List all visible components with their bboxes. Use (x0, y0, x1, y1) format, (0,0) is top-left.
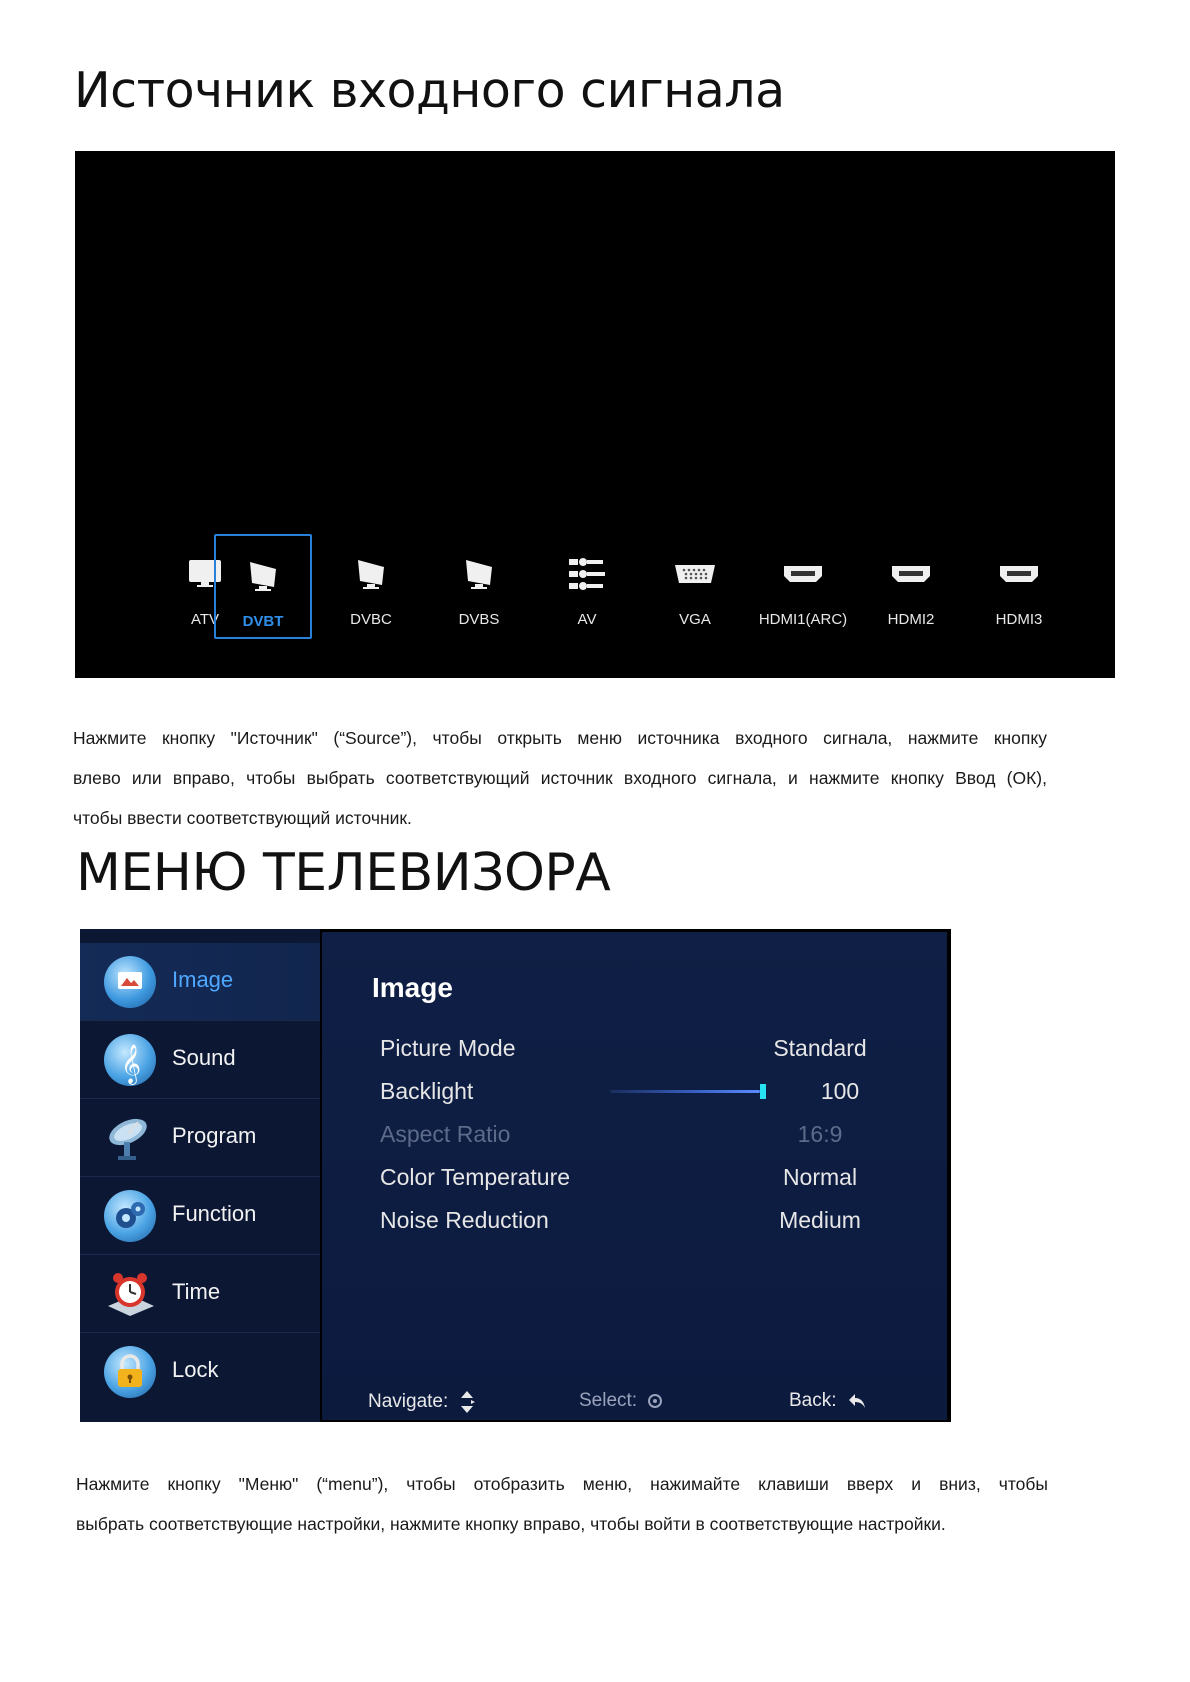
hdmi-icon (754, 556, 852, 592)
menu-row-value: Normal (782, 1164, 858, 1190)
paragraph-line: выбрать соответствующие настройки, нажмите кнопку вправо, чтобы войти в соответствующие настройки. (76, 1514, 946, 1534)
menu-row-value: 100 (820, 1078, 860, 1104)
sidebar-item-label: Image (172, 967, 234, 992)
hdmi-icon (862, 556, 960, 592)
section-title-input-source: Источник входного сигнала (74, 62, 785, 119)
sidebar-item-function[interactable] (80, 1177, 320, 1255)
tilted-tv-icon (216, 558, 310, 594)
ok-circle-icon (647, 1393, 663, 1409)
section-title-tv-menu: МЕНЮ ТЕЛЕВИЗОРА (76, 843, 611, 903)
menu-row-label: Noise Reduction (380, 1207, 549, 1233)
menu-row-value: 16:9 (797, 1121, 843, 1147)
menu-row-label: Color Temperature (380, 1164, 571, 1190)
satellite-dish-icon (104, 1112, 156, 1164)
source-label: DVBC (350, 611, 392, 628)
source-label: DVBT (242, 613, 284, 630)
source-av[interactable] (538, 534, 636, 639)
image-icon (104, 956, 156, 1008)
menu-row-label: Backlight (380, 1078, 474, 1104)
sidebar-item-label: Time (172, 1279, 221, 1304)
footer-navigate-label: Navigate: (368, 1391, 449, 1412)
tilted-tv-icon (322, 556, 420, 592)
sidebar-item-program[interactable] (80, 1099, 320, 1177)
back-arrow-icon (847, 1392, 867, 1410)
source-label: HDMI3 (995, 611, 1043, 628)
rca-connector-icon (538, 556, 636, 592)
menu-row-value: Standard (773, 1035, 867, 1061)
source-instructions-paragraph (73, 718, 1047, 838)
footer-select-label: Select: (579, 1390, 638, 1411)
source-label: DVBS (458, 611, 500, 628)
paragraph-line: чтобы ввести соответствующий источник. (73, 808, 412, 828)
sidebar-item-image[interactable] (80, 943, 320, 1021)
svg-text:𝄞: 𝄞 (121, 1044, 142, 1084)
tv-menu-screen (80, 929, 951, 1422)
source-label: VGA (679, 611, 711, 628)
menu-row-aspect-ratio (380, 1121, 900, 1155)
treble-clef-icon (104, 1034, 156, 1086)
source-hdmi3[interactable] (970, 534, 1068, 639)
sidebar-item-label: Lock (172, 1357, 219, 1382)
up-down-arrows-icon (458, 1390, 476, 1414)
sidebar-item-time[interactable] (80, 1255, 320, 1333)
source-dvbs[interactable] (430, 534, 528, 639)
source-label: ATV (190, 611, 220, 628)
paragraph-line: Нажмите кнопку "Источник" (“Source”), чтобы открыть меню источника входного сигнала, нажмите кнопку (73, 728, 1047, 748)
menu-row-noise-reduction[interactable] (380, 1207, 900, 1241)
sidebar-item-sound[interactable] (80, 1021, 320, 1099)
menu-row-value: Medium (779, 1207, 861, 1233)
vga-connector-icon (646, 556, 744, 592)
source-label: HDMI1(ARC) (758, 611, 848, 628)
footer-select (579, 1390, 663, 1412)
sidebar-item-label: Program (172, 1123, 257, 1148)
source-hdmi1-arc[interactable] (754, 534, 852, 639)
menu-row-backlight[interactable] (380, 1078, 900, 1112)
source-vga[interactable] (646, 534, 744, 639)
menu-instructions-paragraph (76, 1464, 1048, 1544)
slider-knob[interactable] (760, 1084, 766, 1099)
source-dvbc[interactable] (322, 534, 420, 639)
menu-row-label: Picture Mode (380, 1035, 516, 1061)
tilted-tv-icon (430, 556, 528, 592)
padlock-icon (104, 1346, 156, 1398)
sidebar-item-label: Function (172, 1201, 257, 1226)
hdmi-icon (970, 556, 1068, 592)
source-selection-screen (75, 151, 1115, 678)
footer-back (789, 1390, 867, 1412)
menu-content-panel (322, 932, 947, 1420)
source-hdmi2[interactable] (862, 534, 960, 639)
menu-row-color-temperature[interactable] (380, 1164, 900, 1198)
source-label: HDMI2 (887, 611, 935, 628)
footer-navigate (368, 1390, 476, 1414)
sidebar-item-lock[interactable] (80, 1333, 320, 1411)
menu-row-picture-mode[interactable] (380, 1035, 900, 1069)
source-label: AV (577, 611, 597, 628)
alarm-clock-icon (104, 1268, 156, 1320)
footer-back-label: Back: (789, 1390, 837, 1411)
paragraph-line: влево или вправо, чтобы выбрать соответствующий источник входного сигнала, и нажмите кнопку Ввод (ОК), (73, 768, 1047, 788)
sidebar-item-label: Sound (172, 1045, 236, 1070)
menu-panel-title: Image (372, 972, 453, 1003)
source-dvbt[interactable] (214, 534, 312, 639)
paragraph-line: Нажмите кнопку "Меню" (“menu”), чтобы отобразить меню, нажимайте клавиши вверх и вниз, чтобы (76, 1474, 1048, 1494)
backlight-slider[interactable] (610, 1090, 760, 1093)
menu-row-label: Aspect Ratio (380, 1121, 511, 1147)
menu-sidebar (80, 929, 320, 1422)
gear-icon (104, 1190, 156, 1242)
